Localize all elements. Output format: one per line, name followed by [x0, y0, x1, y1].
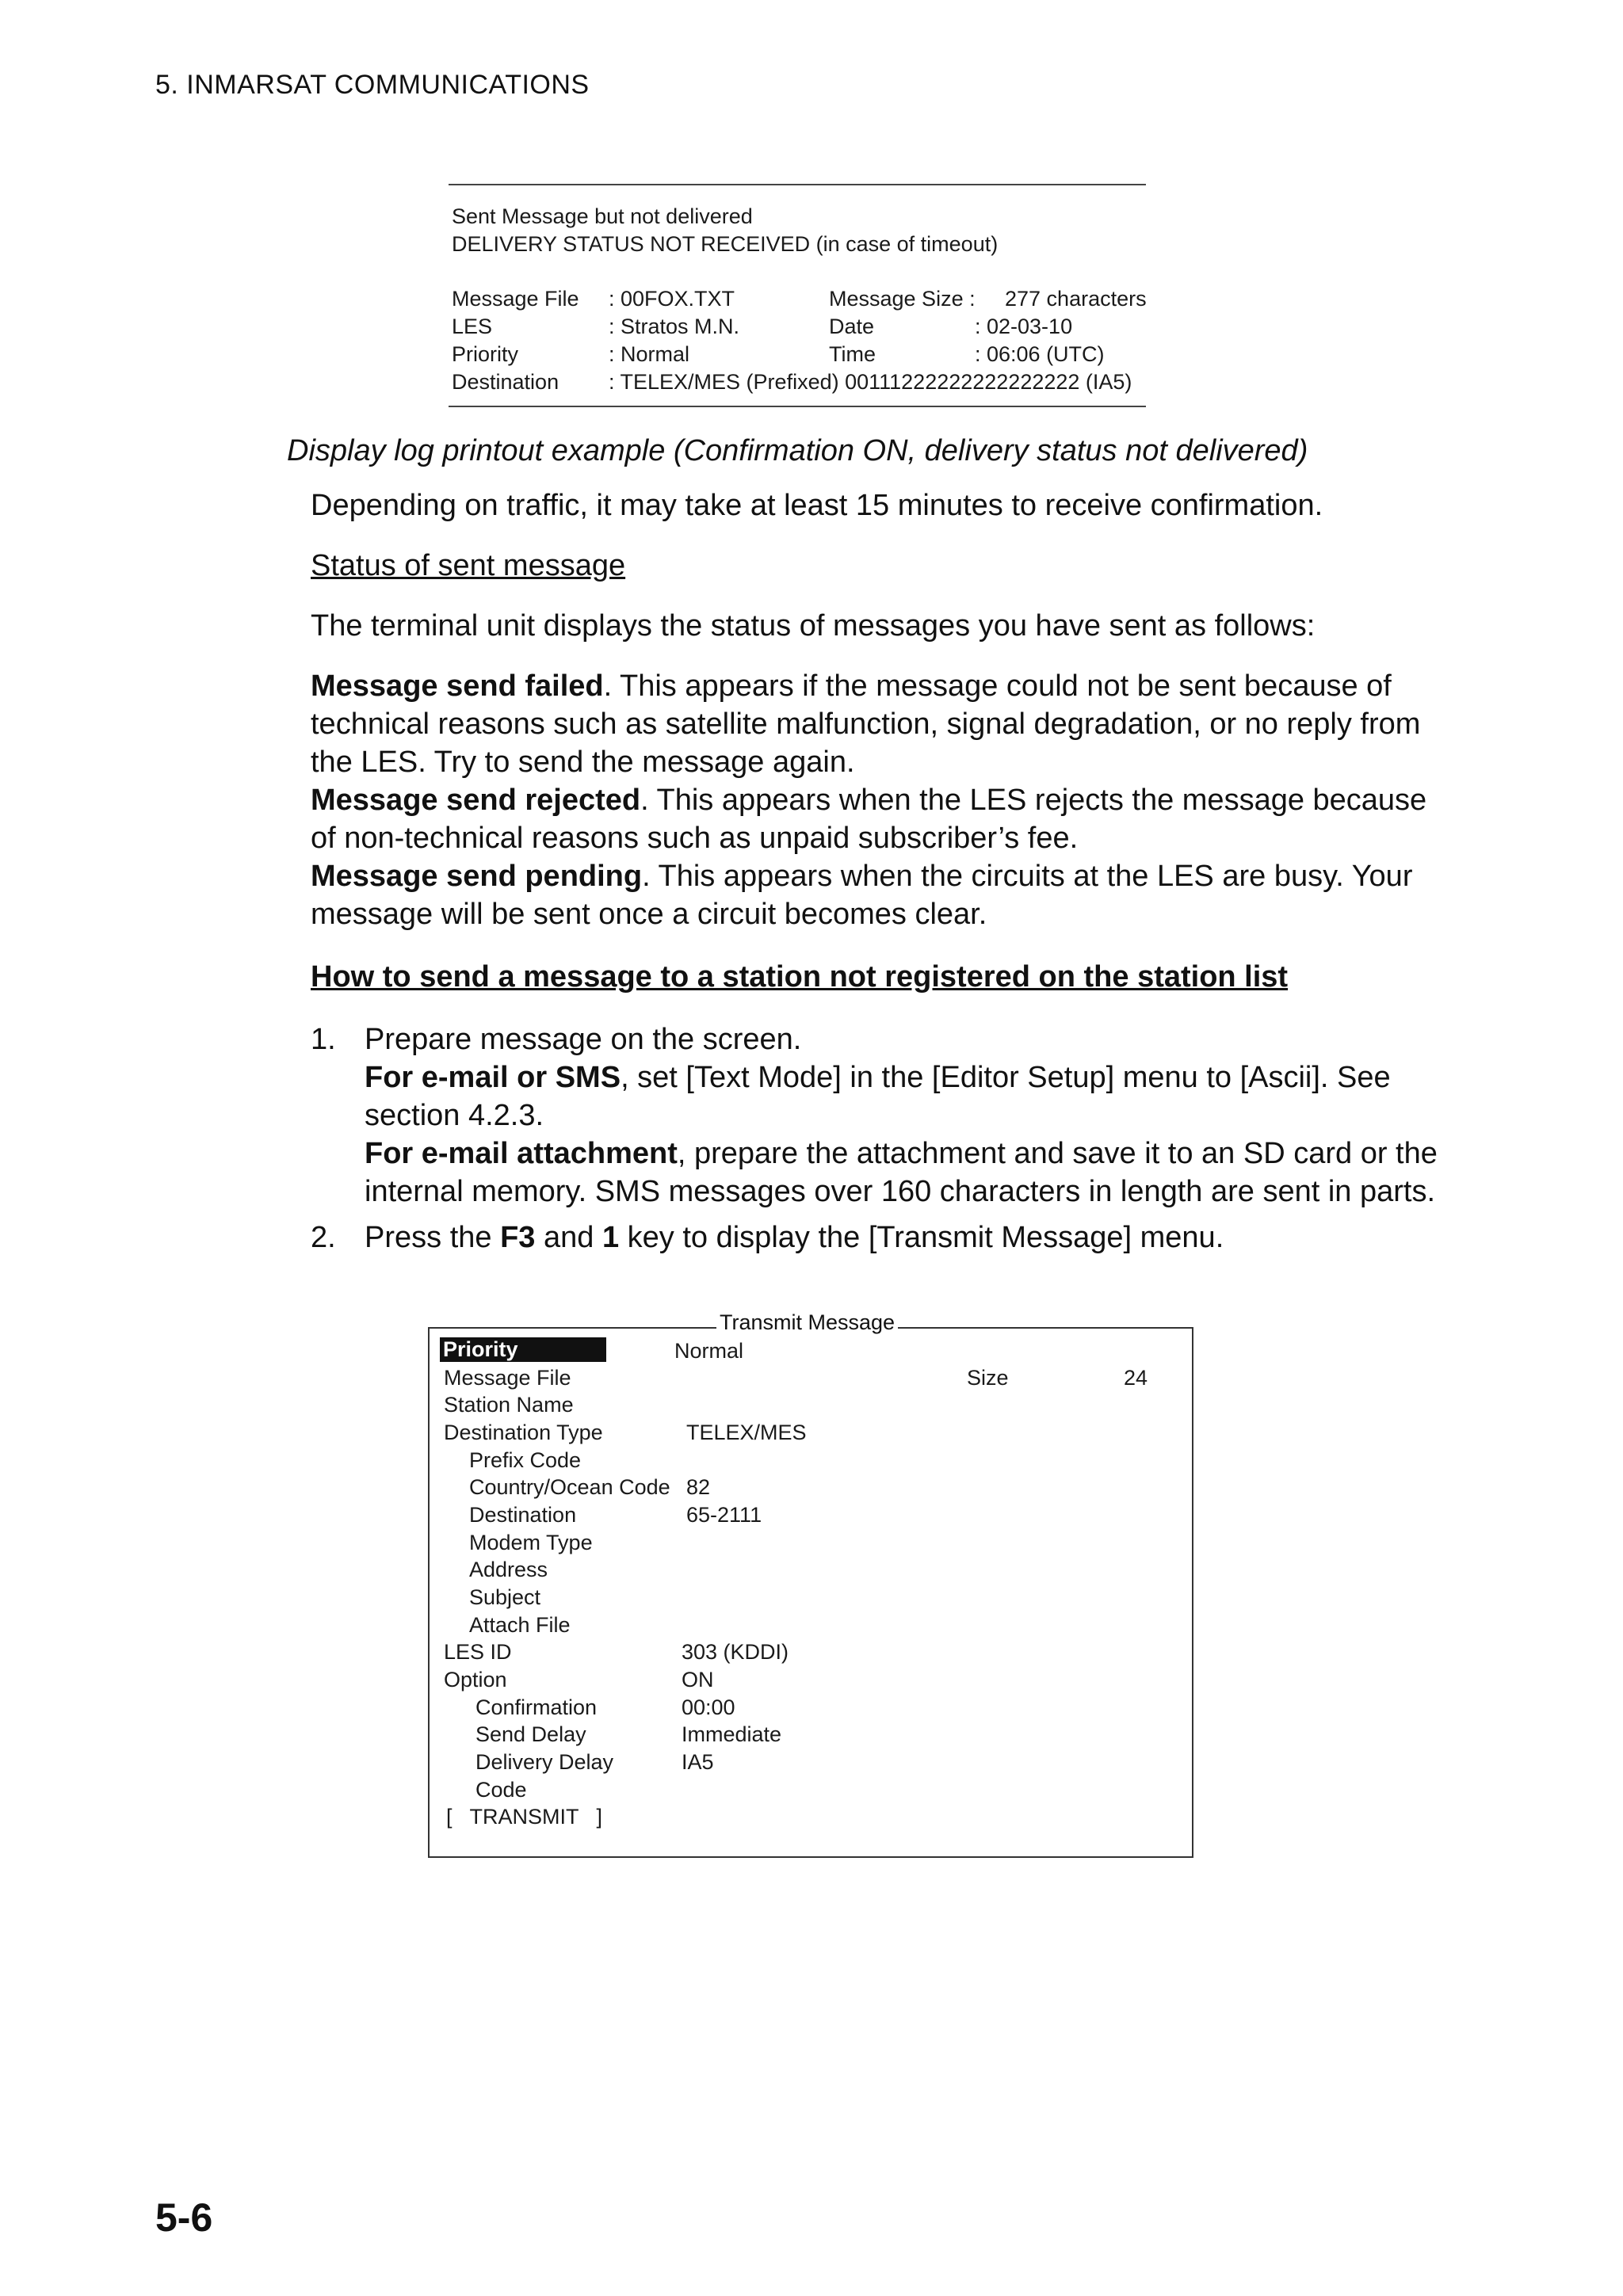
status-term: Message send pending	[311, 860, 643, 893]
menu-item-priority[interactable]: Priority	[440, 1337, 606, 1362]
menu-item-code[interactable]: Code	[475, 1778, 527, 1802]
menu-item-message-file[interactable]: Message File	[444, 1366, 571, 1390]
log-value: : TELEX/MES (Prefixed) 00111222222222222222 (IA5)	[609, 370, 1132, 394]
confirmation-value: 00:00	[682, 1695, 735, 1719]
menu-item-destination-type[interactable]: Destination Type	[444, 1421, 603, 1444]
status-item	[311, 667, 1452, 781]
step-desc: , prepare the attachment and save it to an SD card or the internal memory. SMS messages over 160 characters in length are sent in parts.	[365, 1137, 1438, 1208]
step-2-text	[365, 1219, 1474, 1257]
menu-item-confirmation[interactable]: Confirmation	[475, 1695, 598, 1719]
traffic-paragraph: Depending on traffic, it may take at least 15 minutes to receive confirmation.	[311, 489, 1323, 522]
menu-item-country-code[interactable]: Country/Ocean Code	[469, 1475, 670, 1499]
step-1	[365, 1020, 1474, 1211]
step-1-text: Prepare message on the screen.	[365, 1023, 802, 1056]
key-1: 1	[601, 1221, 620, 1254]
send-delay-value: Immediate	[682, 1722, 782, 1746]
menu-item-send-delay[interactable]: Send Delay	[475, 1722, 586, 1746]
log-value: : Normal	[609, 342, 690, 366]
step-1-number: 1.	[311, 1023, 336, 1056]
menu-item-option[interactable]: Option	[444, 1668, 507, 1691]
log-top-rule	[449, 184, 1146, 185]
step-desc: , set [Text Mode] in the [Editor Setup] menu to [Ascii]. See section 4.2.3.	[365, 1061, 1391, 1132]
menu-item-address[interactable]: Address	[469, 1558, 548, 1581]
destination-type-value: TELEX/MES	[686, 1421, 807, 1444]
log-value-2: : 02-03-10	[975, 315, 1073, 338]
step-2-number: 2.	[311, 1221, 336, 1254]
menu-item-station-name[interactable]: Station Name	[444, 1393, 574, 1417]
step-text-part: and	[535, 1221, 602, 1254]
log-label-2: Date	[829, 315, 875, 338]
section-header: 5. INMARSAT COMMUNICATIONS	[155, 70, 590, 100]
status-term: Message send failed	[311, 669, 604, 703]
menu-item-prefix-code[interactable]: Prefix Code	[469, 1448, 582, 1472]
log-value: : Stratos M.N.	[609, 315, 740, 338]
log-line-2: DELIVERY STATUS NOT RECEIVED (in case of timeout)	[452, 232, 999, 256]
size-label: Size	[967, 1366, 1009, 1390]
step-text-part: key to display the [Transmit Message] menu.	[619, 1221, 1224, 1254]
log-label-2: Time	[829, 342, 876, 366]
log-label-2: Message Size :	[829, 287, 976, 311]
log-line-1: Sent Message but not delivered	[452, 204, 753, 228]
screen-title: Transmit Message	[716, 1310, 898, 1335]
procedure-heading: How to send a message to a station not registered on the station list	[311, 960, 1289, 994]
log-label: LES	[452, 315, 493, 338]
menu-item-les-id[interactable]: LES ID	[444, 1640, 512, 1664]
status-desc: . This appears when the circuits at the LES are busy. Your message will be sent once a circuit becomes clear.	[311, 860, 1413, 931]
figure-caption: Display log printout example (Confirmation ON, delivery status not delivered)	[287, 434, 1308, 467]
menu-item-subject[interactable]: Subject	[469, 1585, 541, 1609]
status-desc: . This appears if the message could not be sent because of technical reasons such as satellite malfunction, signal degradation, or no reply from the LES. Try to send the message again.	[311, 669, 1421, 779]
status-list	[311, 667, 1452, 933]
size-value: 24	[1124, 1366, 1148, 1390]
key-f3: F3	[500, 1221, 536, 1254]
status-term: Message send rejected	[311, 784, 641, 817]
status-desc: . This appears when the LES rejects the message because of non-technical reasons such as unpaid subscriber’s fee.	[311, 784, 1427, 855]
step-1-attachment-note	[365, 1135, 1474, 1211]
menu-item-attach-file[interactable]: Attach File	[469, 1613, 571, 1637]
log-value: : 00FOX.TXT	[609, 287, 735, 311]
step-term: For e-mail or SMS	[365, 1061, 621, 1094]
status-subheading: Status of sent message	[311, 549, 626, 582]
destination-value: 65-2111	[686, 1503, 762, 1527]
step-1-email-note	[365, 1058, 1474, 1135]
transmit-button[interactable]: [ TRANSMIT ]	[446, 1805, 603, 1829]
log-label: Priority	[452, 342, 519, 366]
log-label: Message File	[452, 287, 579, 311]
menu-item-delivery-delay[interactable]: Delivery Delay	[475, 1750, 614, 1774]
log-bottom-rule	[449, 406, 1146, 407]
status-item	[311, 781, 1452, 857]
delivery-delay-value: IA5	[682, 1750, 714, 1774]
page-number: 5-6	[155, 2195, 213, 2240]
menu-item-destination[interactable]: Destination	[469, 1503, 577, 1527]
les-id-value: 303 (KDDI)	[682, 1640, 789, 1664]
log-label: Destination	[452, 370, 559, 394]
priority-value: Normal	[674, 1339, 744, 1363]
log-value-2: : 06:06 (UTC)	[975, 342, 1105, 366]
menu-item-modem-type[interactable]: Modem Type	[469, 1531, 593, 1554]
country-code-value: 82	[686, 1475, 711, 1499]
step-term: For e-mail attachment	[365, 1137, 678, 1170]
log-value-2: 277 characters	[1005, 287, 1147, 311]
option-value: ON	[682, 1668, 714, 1691]
status-item	[311, 857, 1452, 933]
status-intro: The terminal unit displays the status of messages you have sent as follows:	[311, 609, 1316, 643]
step-text-part: Press the	[365, 1221, 501, 1254]
